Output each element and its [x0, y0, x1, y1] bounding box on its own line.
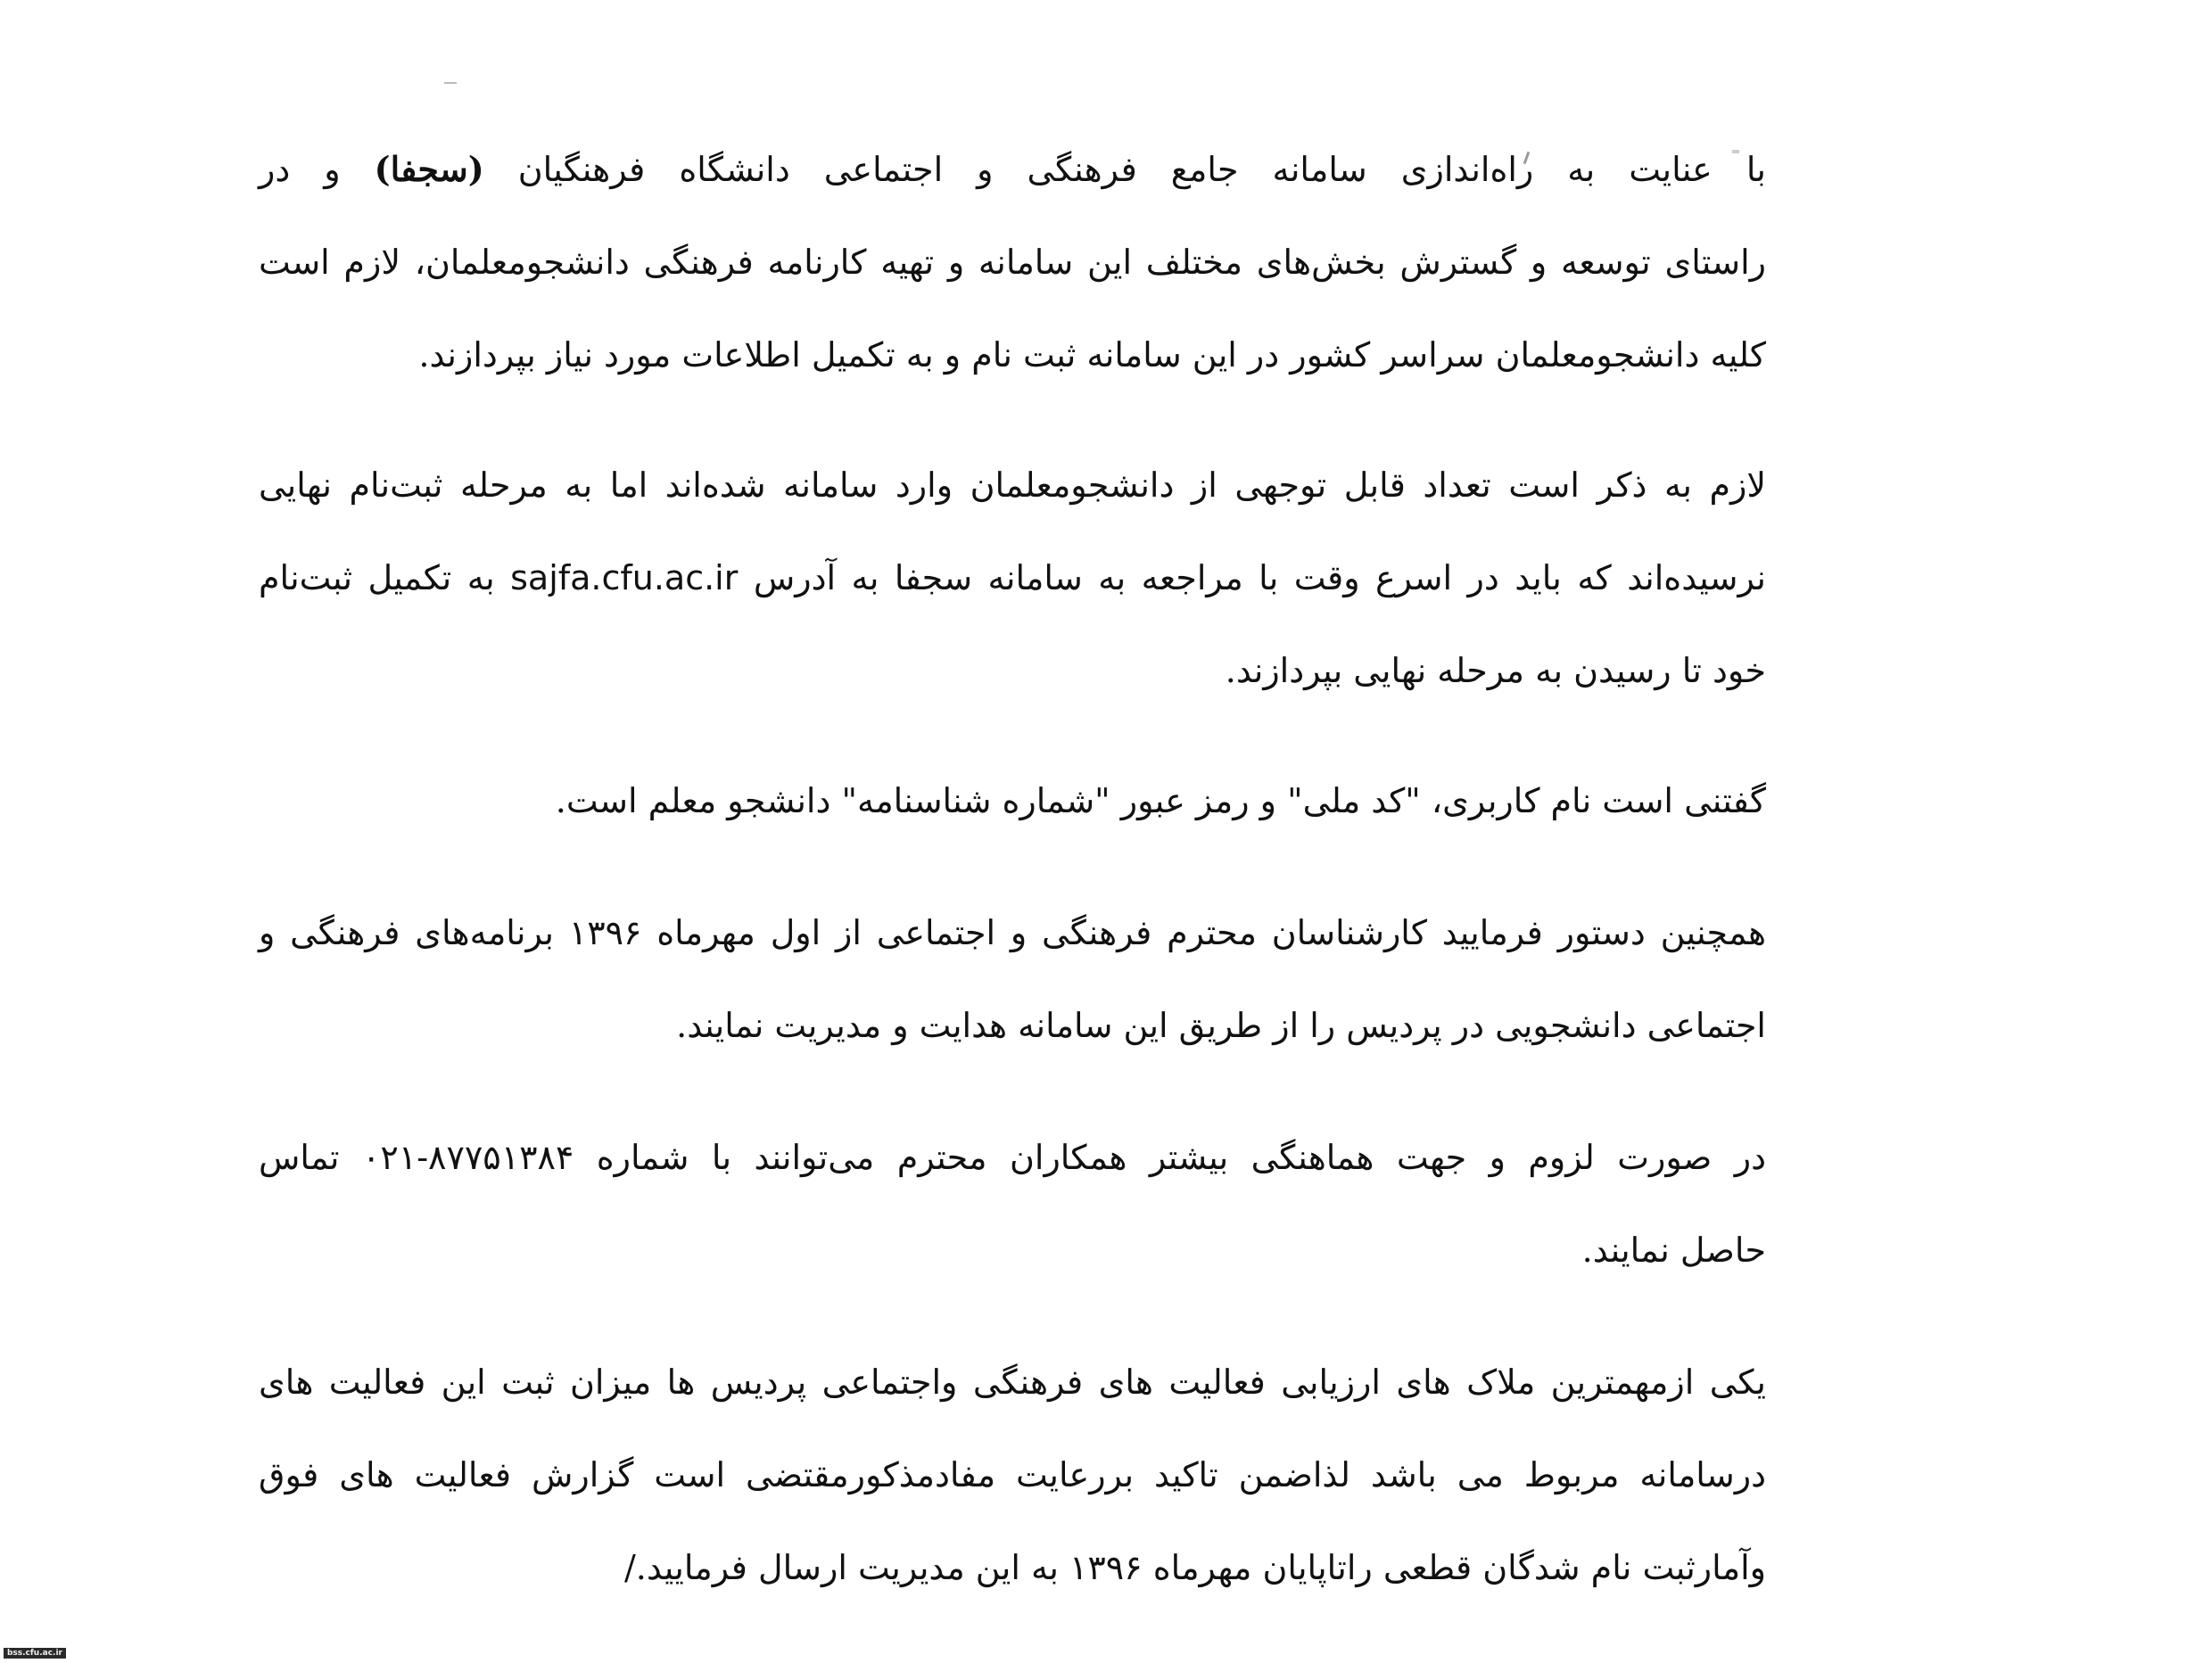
paragraph-2-line-2 [259, 551, 1766, 605]
paragraph-2-line-3: خود تا رسیدن به مرحله نهایی بپردازند. [1225, 651, 1766, 690]
text-segment: و در [259, 150, 341, 189]
paragraph-2-line-1: لازم به ذکر است تعداد قابل توجهی از دانشجومعلمان وارد سامانه شده‌اند اما به مرحله ثبت‌نام نهایی [259, 465, 1766, 505]
paragraph-5-line-1: در صورت لزوم و جهت هماهنگی بیشتر همکاران محترم می‌توانند با شماره ۸۷۷۵۱۳۸۴-۰۲۱ تماس [259, 1138, 1767, 1177]
paragraph-1-line-1 [259, 143, 1766, 196]
site-watermark: bss.cfu.ac.ir [4, 1648, 66, 1659]
paragraph-3-line-1: گفتنی است نام کاربری، "کد ملی" و رمز عبور "شماره شناسنامه" دانشجو معلم است. [555, 781, 1766, 820]
system-acronym: (سجفا) [374, 149, 484, 189]
text-segment: نرسیده‌اند که باید در اسرع وقت با مراجعه به سامانه سجفا به آدرس [753, 558, 1767, 597]
website-url: sajfa.cfu.ac.ir [510, 558, 739, 597]
scan-mark [444, 82, 457, 84]
paragraph-5-line-2: حاصل نمایند. [1581, 1231, 1766, 1270]
paragraph-4-line-1: همچنین دستور فرمایید کارشناسان محترم فرهنگی و اجتماعی از اول مهرماه ۱۳۹۶ برنامه‌های فرهنگی و [259, 913, 1766, 952]
paragraph-6-line-3: وآمارثبت نام شدگان قطعی راتاپایان مهرماه ۱۳۹۶ به این مدیریت ارسال فرمایید./ [623, 1548, 1766, 1587]
paragraph-1-line-2: راستای توسعه و گسترش بخش‌های مختلف این سامانه و تهیه کارنامه فرهنگی دانشجومعلمان، لازم است [259, 243, 1766, 282]
paragraph-6-line-1: یکی ازمهمترین ملاک های ارزیابی فعالیت های فرهنگی واجتماعی پردیس ها میزان ثبت این فعالیت های [259, 1363, 1766, 1402]
text-segment: با عنایت به راه‌اندازی سامانه جامع فرهنگی و اجتماعی دانشگاه فرهنگیان [517, 150, 1766, 189]
paragraph-1-line-3: کلیه دانشجومعلمان سراسر کشور در این سامانه ثبت نام و به تکمیل اطلاعات مورد نیاز بپردازند. [418, 335, 1766, 375]
paragraph-6-line-2: درسامانه مربوط می باشد لذاضمن تاکید بررعایت مفادمذکورمقتضی است گزارش فعالیت های فوق [259, 1455, 1766, 1494]
paragraph-4-line-2: اجتماعی دانشجویی در پردیس را از طریق این سامانه هدایت و مدیریت نمایند. [676, 1006, 1766, 1045]
text-segment: به تکمیل ثبت‌نام [259, 558, 495, 597]
